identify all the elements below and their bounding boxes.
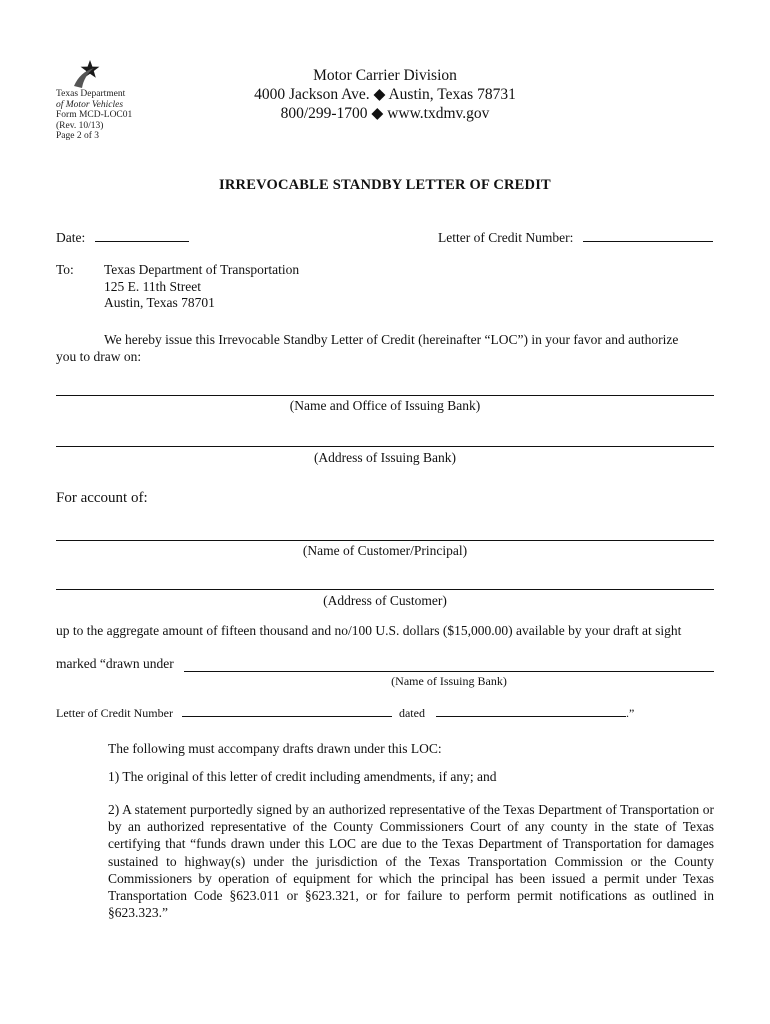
amount-line: up to the aggregate amount of fifteen thousand and no/100 U.S. dollars ($15,000.00) available by your draft at sight <box>56 623 682 638</box>
division-address: 4000 Jackson Ave. ◆ Austin, Texas 78731 <box>254 86 516 103</box>
page-number: Page 2 of 3 <box>56 131 100 141</box>
form-revision: (Rev. 10/13) <box>56 120 104 131</box>
to-label: To: <box>56 262 74 277</box>
loc-number-row <box>438 229 713 246</box>
intro-line-1: We hereby issue this Irrevocable Standby Letter of Credit (hereinafter “LOC”) in your favor and authorize <box>104 332 679 347</box>
agency-name: Texas Department of Motor Vehicles <box>56 89 126 110</box>
date-row <box>56 229 189 246</box>
date-field[interactable] <box>95 229 189 242</box>
bank-address-caption: (Address of Issuing Bank) <box>313 450 457 465</box>
date-label: Date: <box>56 230 86 245</box>
loc-number-label-2: Letter of Credit Number <box>56 706 173 720</box>
dated-field[interactable] <box>436 704 626 717</box>
txdmv-logo-icon <box>70 58 106 90</box>
bank-address-field[interactable] <box>56 446 714 447</box>
loc-number-field[interactable] <box>583 229 713 242</box>
to-address: Texas Department of Transportation 125 E. 11th Street Austin, Texas 78701 <box>104 262 300 310</box>
loc-number-row-2 <box>56 704 634 721</box>
division-contact: 800/299-1700 ◆ www.txdmv.gov <box>280 105 490 122</box>
accompany-intro: The following must accompany drafts drawn under this LOC: <box>108 741 442 756</box>
customer-name-caption: (Name of Customer/Principal) <box>302 543 468 558</box>
intro-line-2: you to draw on: <box>56 349 142 364</box>
closing-quote: .” <box>625 706 635 720</box>
customer-name-field[interactable] <box>56 540 714 541</box>
division-name: Motor Carrier Division <box>313 67 457 84</box>
customer-address-field[interactable] <box>56 589 714 590</box>
bank-name-caption: (Name and Office of Issuing Bank) <box>289 398 481 413</box>
requirement-item-2: 2) A statement purportedly signed by an authorized representative of the Texas Department of Transportation or by an authorized representative of the County Commissioners Court of any county in the state of Texas certifying that “funds drawn under this LOC are due to the Texas Department of Transportation for damages sustained to highway(s) under the jurisdiction of the Texas Transportation Commission or the County Commissioners by operation of equipment for which the principal has been issued a permit under Texas Transportation Code §623.011 or §623.321, or for failure to perform permit notifications as outlined in §623.323.” <box>108 802 714 921</box>
loc-number-field-2[interactable] <box>182 704 392 717</box>
dated-label: dated <box>398 706 425 720</box>
requirement-item-1: 1) The original of this letter of credit including amendments, if any; and <box>108 769 497 784</box>
issuing-bank-field[interactable] <box>184 671 714 672</box>
marked-label: marked “drawn under <box>56 656 174 671</box>
customer-address-caption: (Address of Customer) <box>323 593 447 608</box>
form-number: Form MCD-LOC01 <box>56 110 133 120</box>
loc-number-label: Letter of Credit Number: <box>438 230 574 245</box>
for-account-label: For account of: <box>56 490 148 506</box>
issuing-bank-caption: (Name of Issuing Bank) <box>391 674 507 688</box>
form-meta <box>56 110 132 142</box>
document-title: IRREVOCABLE STANDBY LETTER OF CREDIT <box>219 177 551 193</box>
division-header <box>200 66 570 123</box>
bank-name-field[interactable] <box>56 395 714 396</box>
